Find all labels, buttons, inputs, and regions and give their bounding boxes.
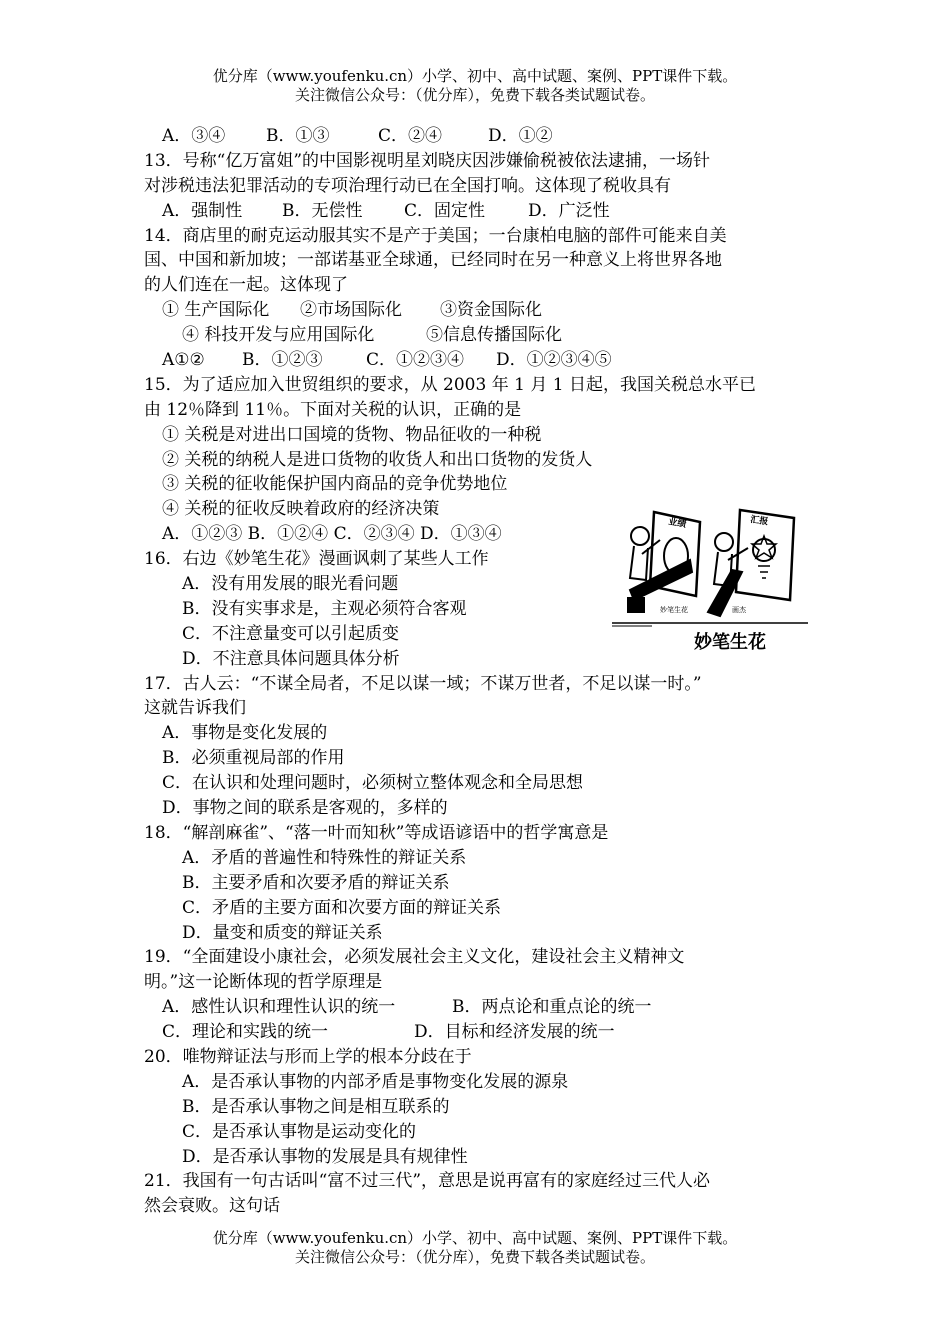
q19-option-a: A．感性认识和理性认识的统一 <box>162 997 396 1018</box>
q20-stem: 20．唯物辩证法与形而上学的根本分歧在于 <box>144 1046 472 1067</box>
cartoon-caption-right: 画杰 <box>732 606 746 614</box>
footer-line-1: 优分库（www.youfenku.cn）小学、初中、高中试题、案例、PPT课件下载。 <box>212 1229 738 1247</box>
q14-options <box>144 348 809 373</box>
q16-option-c: C．不注意量变可以引起质变 <box>182 623 400 644</box>
q18-option-c: C．矛盾的主要方面和次要方面的辩证关系 <box>182 897 502 918</box>
q13-option-c: C．固定性 <box>404 200 486 221</box>
header-line-2: 关注微信公众号：（优分库），免费下载各类试题试卷。 <box>294 86 655 104</box>
q19-stem-line-1: 19．“全面建设小康社会，必须发展社会主义文化，建设社会主义精神文 <box>144 947 685 968</box>
question-content <box>144 124 809 1219</box>
q15-options: A．①②③ B．①②④ C．②③④ D．①③④ <box>162 524 502 545</box>
q13-stem-line-2: 对涉税违法犯罪活动的专项治理行动已在全国打响。这体现了税收具有 <box>144 175 671 196</box>
q14-item-2: ②市场国际化 <box>300 300 402 321</box>
cartoon-title: 妙笔生花 <box>694 632 766 653</box>
q17-option-d: D．事物之间的联系是客观的，多样的 <box>162 798 448 819</box>
q16-stem: 16．右边《妙笔生花》漫画讽刺了某些人工作 <box>144 549 489 570</box>
q13-options <box>144 199 809 224</box>
cartoon-sign-left: 业绩 <box>667 517 687 531</box>
cartoon-image <box>612 500 808 656</box>
q14-option-b: B．①②③ <box>242 350 323 371</box>
q20-option-b: B．是否承认事物之间是相互联系的 <box>182 1096 450 1117</box>
q19-stem-line-2: 明。”这一论断体现的哲学原理是 <box>144 972 383 993</box>
cartoon-sign-right: 汇报 <box>749 515 769 528</box>
q14-option-d: D．①②③④⑤ <box>496 350 612 371</box>
q14-option-c: C．①②③④ <box>366 350 465 371</box>
q16-option-b: B．没有实事求是，主观必须符合客观 <box>182 598 467 619</box>
q19-option-d: D．目标和经济发展的统一 <box>414 1022 615 1043</box>
q14-stem-line-3: 的人们连在一起。这体现了 <box>144 275 348 296</box>
q15-item-1: ① 关税是对进出口国境的货物、物品征收的一种税 <box>162 424 542 445</box>
q20-option-c: C．是否承认事物是运动变化的 <box>182 1121 417 1142</box>
q19-options-row-1 <box>144 995 809 1020</box>
page-footer <box>0 1229 950 1267</box>
footer-line-2: 关注微信公众号：（优分库），免费下载各类试题试卷。 <box>294 1248 655 1266</box>
q15-item-2: ② 关税的纳税人是进口货物的收货人和出口货物的发货人 <box>162 449 593 470</box>
q14-stem-line-1: 14．商店里的耐克运动服其实不是产于美国；一台康柏电脑的部件可能来自美 <box>144 225 727 246</box>
q13-option-a: A．强制性 <box>162 200 243 221</box>
q14-item-1: ① 生产国际化 <box>162 300 270 321</box>
q21-stem-line-2: 然会衰败。这句话 <box>144 1196 280 1217</box>
q13-stem-line-1: 13．号称“亿万富姐”的中国影视明星刘晓庆因涉嫌偷税被依法逮捕，一场针 <box>144 150 711 171</box>
q18-option-b: B．主要矛盾和次要矛盾的辩证关系 <box>182 872 450 893</box>
q18-option-a: A．矛盾的普遍性和特殊性的辩证关系 <box>182 847 467 868</box>
q21-stem-line-1: 21．我国有一句古话叫“富不过三代”，意思是说再富有的家庭经过三代人必 <box>144 1171 711 1192</box>
q12-option-c: C．②④ <box>378 126 443 146</box>
q19-option-b: B．两点论和重点论的统一 <box>452 997 652 1018</box>
header-line-1: 优分库（www.youfenku.cn）小学、初中、高中试题、案例、PPT课件下载。 <box>212 67 738 85</box>
q12-option-b: B．①③ <box>266 126 330 146</box>
q15-stem-line-2: 由 12％降到 11％。下面对关税的认识，正确的是 <box>144 399 522 420</box>
q15-item-4: ④ 关税的征收反映着政府的经济决策 <box>162 499 440 520</box>
q20-option-d: D．是否承认事物的发展是具有规律性 <box>182 1146 468 1167</box>
q20-option-a: A．是否承认事物的内部矛盾是事物变化发展的源泉 <box>182 1071 569 1092</box>
q15-item-3: ③ 关税的征收能保护国内商品的竞争优势地位 <box>162 474 508 495</box>
q14-stem-line-2: 国、中国和新加坡；一部诺基亚全球通，已经同时在另一种意义上将世界各地 <box>144 250 722 271</box>
q14-item-4: ④ 科技开发与应用国际化 <box>182 325 375 346</box>
q17-option-c: C．在认识和处理问题时，必须树立整体观念和全局思想 <box>162 773 584 794</box>
q16-option-a: A．没有用发展的眼光看问题 <box>182 574 399 595</box>
q14-items-row-2 <box>144 323 809 348</box>
q19-option-c: C．理论和实践的统一 <box>162 1022 329 1043</box>
q14-option-a: A①② <box>162 350 205 371</box>
q17-stem-line-1: 17．古人云：“不谋全局者，不足以谋一域；不谋万世者，不足以谋一时。” <box>144 673 702 694</box>
q18-stem: 18．“解剖麻雀”、“落一叶而知秋”等成语谚语中的哲学寓意是 <box>144 822 609 843</box>
q12-option-d: D．①② <box>488 126 553 146</box>
q17-option-b: B．必须重视局部的作用 <box>162 748 345 769</box>
q16-option-d: D．不注意具体问题具体分析 <box>182 648 400 669</box>
q15-stem-line-1: 15．为了适应加入世贸组织的要求，从 2003 年 1 月 1 日起，我国关税总水平已 <box>144 374 756 395</box>
q13-option-b: B．无偿性 <box>282 200 363 221</box>
q14-item-5: ⑤信息传播国际化 <box>426 325 562 346</box>
q12-options <box>144 124 809 149</box>
q12-option-a: A．③④ <box>162 126 226 146</box>
q19-options-row-2 <box>144 1020 809 1045</box>
cartoon-caption-left: 妙笔生花 <box>660 606 688 614</box>
q17-stem-line-2: 这就告诉我们 <box>144 698 246 719</box>
page-header <box>0 67 950 105</box>
q14-items-row-1 <box>144 298 809 323</box>
q14-item-3: ③资金国际化 <box>440 300 542 321</box>
q13-option-d: D．广泛性 <box>528 200 610 221</box>
q18-option-d: D．量变和质变的辩证关系 <box>182 922 383 943</box>
q17-option-a: A．事物是变化发展的 <box>162 723 328 744</box>
